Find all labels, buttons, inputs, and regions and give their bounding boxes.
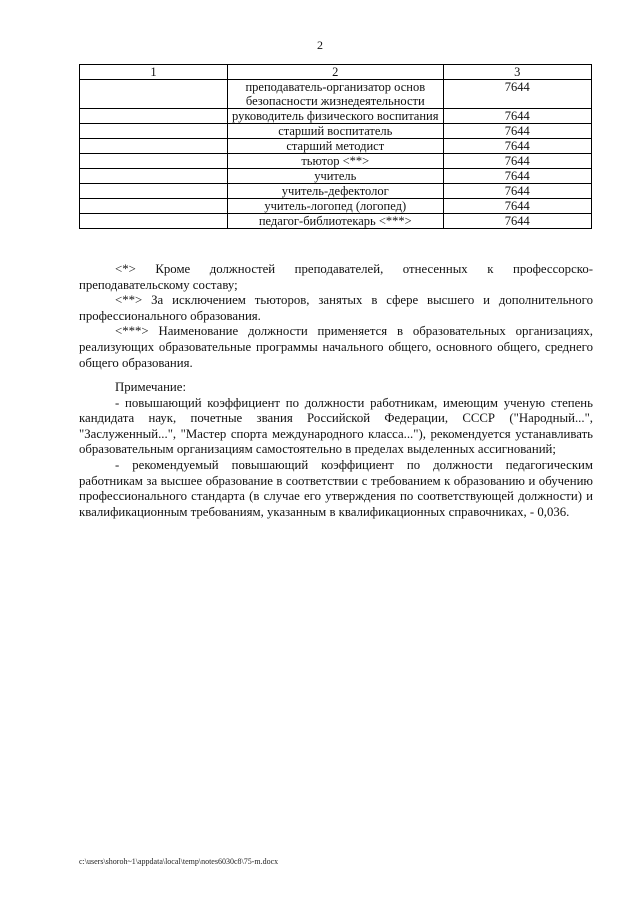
table-cell: руководитель физического воспитания [227, 109, 443, 124]
table-cell: 7644 [443, 139, 591, 154]
table-cell: старший методист [227, 139, 443, 154]
table-cell [80, 80, 228, 109]
table-header-cell: 2 [227, 65, 443, 80]
footnote: <*> Кроме должностей преподавателей, отнесенных к профессорско-преподавательскому составу; [79, 262, 593, 292]
table-header-cell: 3 [443, 65, 591, 80]
table-cell [80, 214, 228, 229]
table-cell: 7644 [443, 214, 591, 229]
table-cell: 7644 [443, 184, 591, 199]
table-cell: 7644 [443, 169, 591, 184]
footnotes [79, 262, 593, 371]
table-cell: 7644 [443, 109, 591, 124]
page-number: 2 [317, 38, 323, 52]
remark-item: - рекомендуемый повышающий коэффициент по должности педагогическим работникам за высшее образование в соответствии с требованием к образованию и обучению профессионального стандарта (в случае его утверждения по соответствующей должности) и квалификационным требованиям, указанным в квалификационных справочниках, - 0,036. [79, 457, 593, 519]
table-row [80, 169, 592, 184]
table-cell: 7644 [443, 154, 591, 169]
table-row [80, 184, 592, 199]
table-cell: учитель-логопед (логопед) [227, 199, 443, 214]
table-cell: преподаватель-организатор основ безопасности жизнедеятельности [227, 80, 443, 109]
table-cell: 7644 [443, 80, 591, 109]
table-cell [80, 139, 228, 154]
footer-file-path: c:\users\shoroh~1\appdata\local\temp\notes6030c8\75-m.docx [79, 857, 279, 866]
table-cell: 7644 [443, 124, 591, 139]
table-row [80, 154, 592, 169]
table-cell: тьютор <**> [227, 154, 443, 169]
table-header-cell: 1 [80, 65, 228, 80]
coefficients-table [79, 64, 592, 229]
remarks-title: Примечание: [115, 380, 186, 394]
table-cell [80, 199, 228, 214]
table-cell: педагог-библиотекарь <***> [227, 214, 443, 229]
table-row [80, 139, 592, 154]
table-row [80, 109, 592, 124]
table-cell: 7644 [443, 199, 591, 214]
remarks-section [79, 380, 593, 520]
table-cell [80, 184, 228, 199]
table-row [80, 199, 592, 214]
table-cell: учитель-дефектолог [227, 184, 443, 199]
table-row [80, 80, 592, 109]
table-row [80, 124, 592, 139]
table-cell [80, 154, 228, 169]
table-cell [80, 109, 228, 124]
footnote: <**> За исключением тьюторов, занятых в сфере высшего и дополнительного профессионального образования. [79, 293, 593, 323]
table-cell [80, 169, 228, 184]
table-cell: учитель [227, 169, 443, 184]
table-row [80, 214, 592, 229]
table-cell [80, 124, 228, 139]
footnote: <***> Наименование должности применяется в образовательных организациях, реализующих образовательные программы начального общего, основного общего, среднего общего образования. [79, 324, 593, 370]
remark-item: - повышающий коэффициент по должности работникам, имеющим ученую степень кандидата наук, почетные звания Российской Федерации, СССР ("Народный...", "Заслуженный...", "Мастер спорта международного класса..."), рекомендуется устанавливать образовательным организациям самостоятельно в пределах выделенных ассигнований; [79, 395, 593, 457]
table-header-row [80, 65, 592, 80]
table-cell: старший воспитатель [227, 124, 443, 139]
